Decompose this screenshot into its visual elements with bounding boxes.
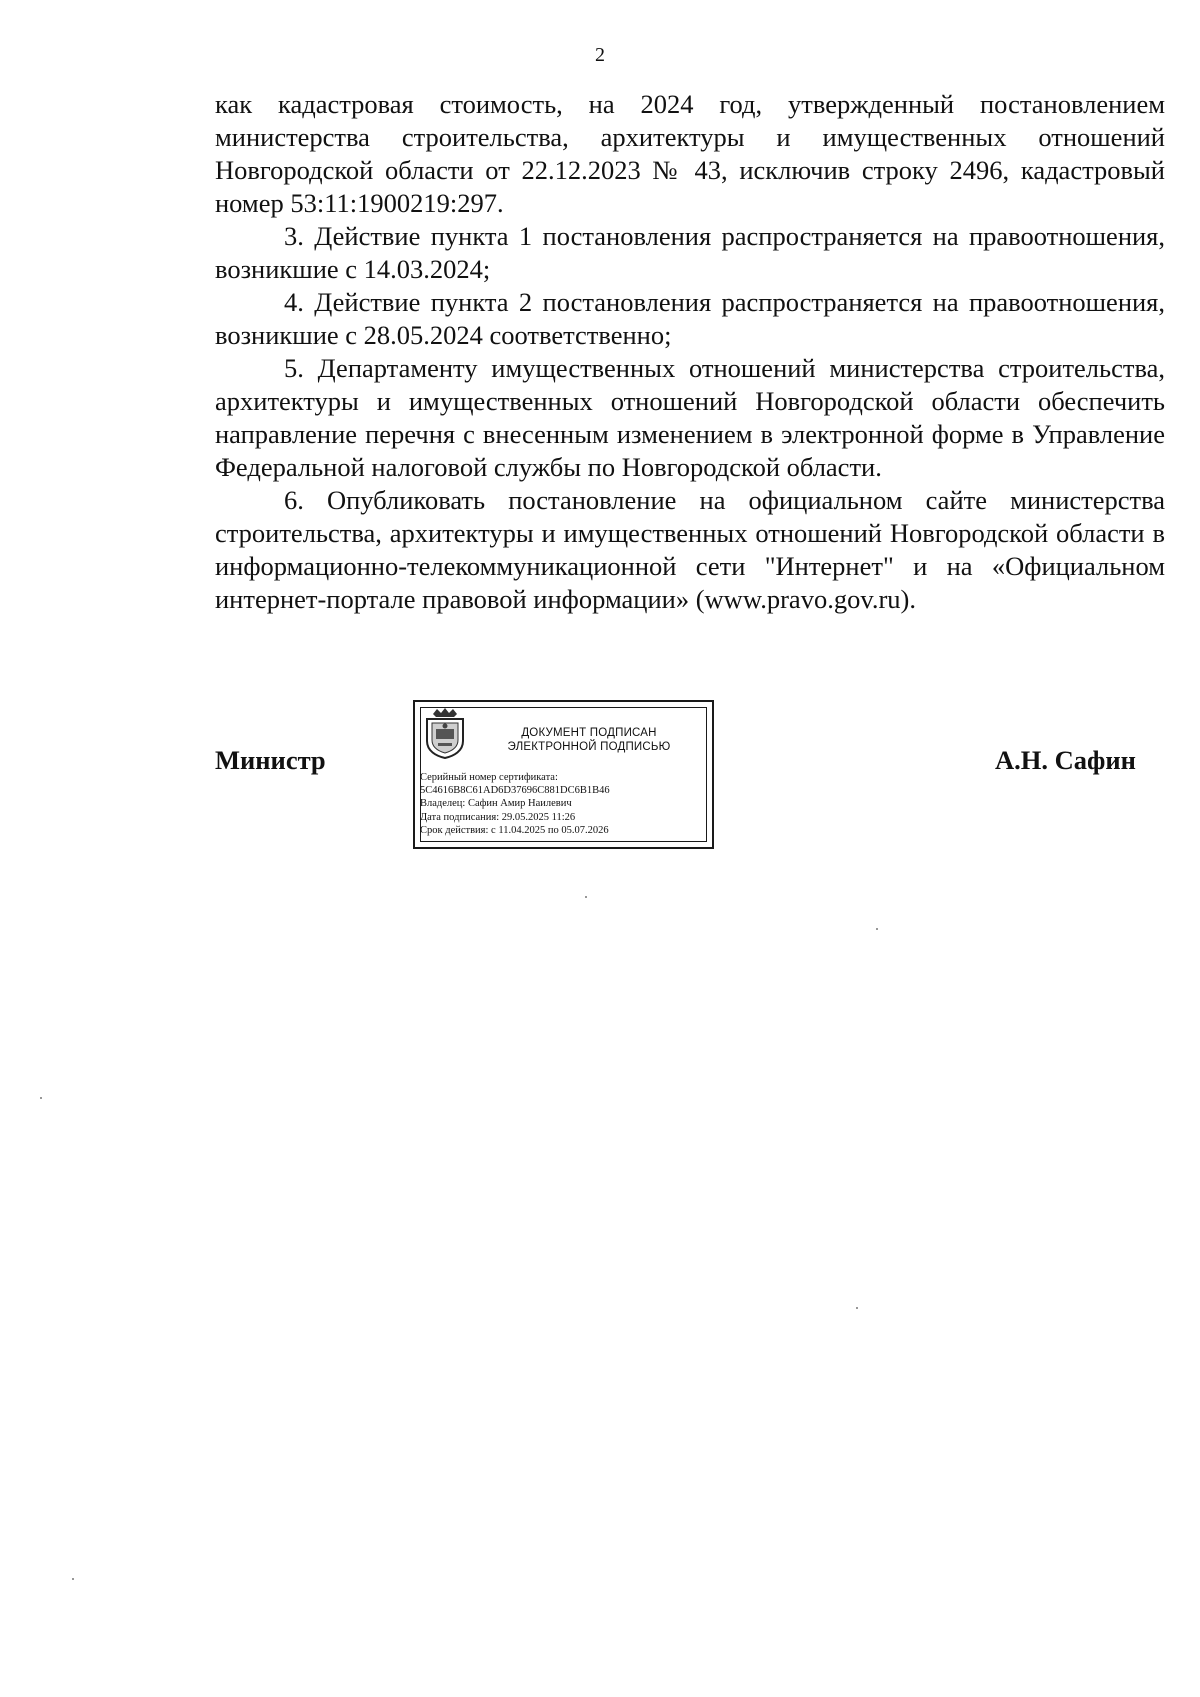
paragraph-item-5: 5. Департаменту имущественных отношений министерства строительства, архитектуры и имущественных отношений Новгородской области обеспечить направление перечня с внесенным изменением в электронной форме в Управление Федеральной налоговой службы по Новгородской области. [215,353,1165,482]
paragraph-item-6: 6. Опубликовать постановление на официальном сайте министерства строительства, архитектуры и имущественных отношений Новгородской области в информационно-телекоммуникационной сети "Интернет" и на «Официальном интернет-портале правовой информации» (www.pravo.gov.ru). [215,485,1165,614]
paragraph-item-3: 3. Действие пункта 1 постановления распространяется на правоотношения, возникшие с 14.03.2024; [215,221,1165,284]
scan-speck [876,928,878,930]
electronic-signature-stamp [413,700,714,849]
stamp-title-line-1: ДОКУМЕНТ ПОДПИСАН [521,727,657,739]
stamp-details [420,771,705,837]
stamp-serial-value: 5C4616B8C61AD6D37696C881DC6B1B46 [420,785,610,797]
scan-speck [856,1307,858,1309]
stamp-title-line-2: ЭЛЕКТРОННОЙ ПОДПИСЬЮ [507,741,671,753]
signatory-role: Министр [215,745,326,775]
stamp-serial-label: Серийный номер сертификата: [420,772,558,783]
stamp-validity: Срок действия: с 11.04.2025 по 05.07.2026 [420,824,609,836]
scan-speck [40,1097,42,1099]
document-body [215,88,1165,616]
stamp-title [475,726,703,754]
stamp-signed-date: Дата подписания: 29.05.2025 11:26 [420,811,576,823]
scan-speck [72,1578,74,1580]
paragraph-continuation: как кадастровая стоимость, на 2024 год, утвержденный постановлением министерства строительства, архитектуры и имущественных отношений Новгородской области от 22.12.2023 № 43, исключив строку 2496, кадастровый номер 53:11:1900219:297. [215,89,1165,218]
page-number: 2 [595,44,605,66]
stamp-owner: Владелец: Сафин Амир Наилевич [420,798,572,810]
signatory-name: А.Н. Сафин [995,745,1136,775]
scan-speck [585,896,587,898]
coat-of-arms-icon [423,707,467,759]
paragraph-item-4: 4. Действие пункта 2 постановления распространяется на правоотношения, возникшие с 28.05.2024 соответственно; [215,287,1165,350]
